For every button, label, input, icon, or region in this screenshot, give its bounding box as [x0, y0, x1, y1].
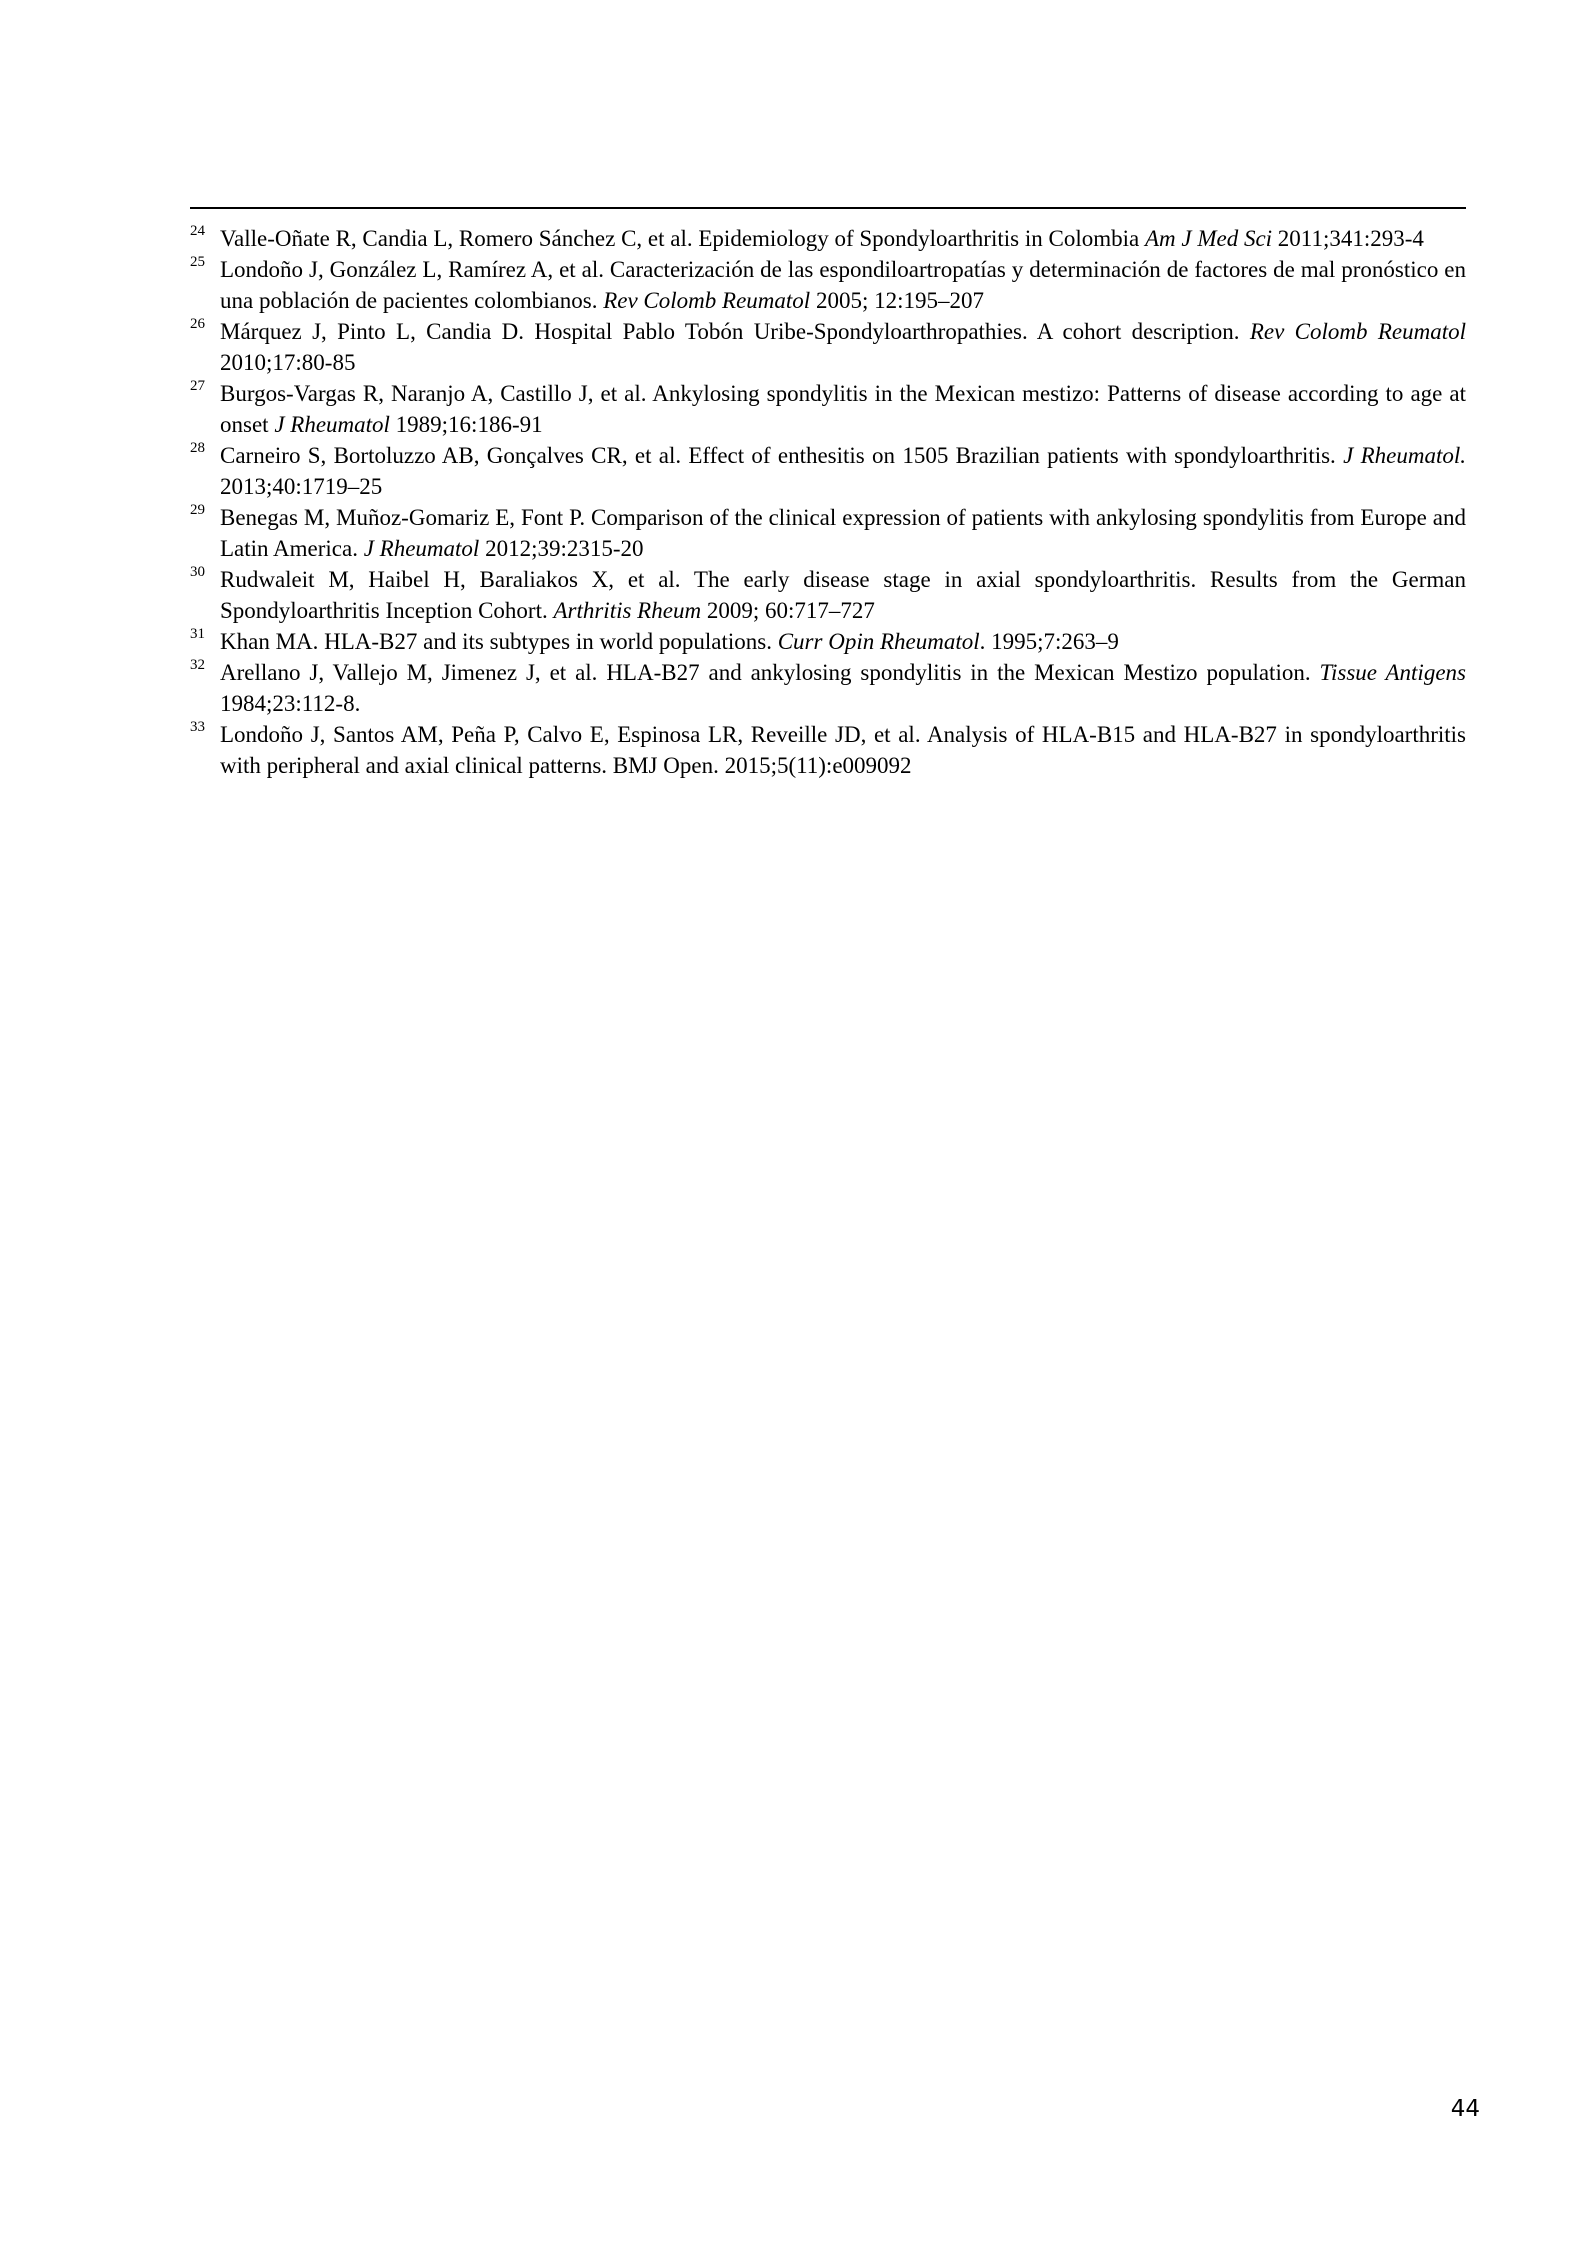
footnote-number: 30: [190, 564, 205, 580]
footnote-list: [190, 223, 1466, 781]
footnote-text: Márquez J, Pinto L, Candia D. Hospital Pablo Tobón Uribe-Spondyloarthropathies. A cohort description.: [220, 319, 1250, 344]
footnote-text: 1989;16:186-91: [389, 412, 543, 437]
footnote-text: Benegas M, Muñoz-Gomariz E, Font P. Comparison of the clinical expression of patients with ankylosing spondylitis from Europe and Latin America.: [220, 505, 1466, 561]
page-number: 44: [1450, 2096, 1480, 2122]
footnote-text: Burgos-Vargas R, Naranjo A, Castillo J, et al. Ankylosing spondylitis in the Mexican mestizo: Patterns of disease according to age at onset: [220, 381, 1466, 437]
footnote-27: [190, 378, 1466, 440]
footnote-33: [190, 719, 1466, 781]
footnote-text: 2013;40:1719–25: [220, 474, 383, 499]
footnote-text: Londoño J, Santos AM, Peña P, Calvo E, Espinosa LR, Reveille JD, et al. Analysis of HLA-B15 and HLA-B27 in spondyloarthritis with peripheral and axial clinical patterns. BMJ Open. 2015;5(11):e009092: [220, 722, 1466, 778]
footnote-separator: [190, 207, 1466, 209]
footnote-number: 32: [190, 657, 205, 673]
footnote-24: [190, 223, 1466, 254]
footnote-text: 1984;23:112-8.: [220, 691, 361, 716]
footnote-journal: J Rheumatol: [274, 412, 390, 437]
footnote-journal: J Rheumatol: [363, 536, 480, 561]
footnote-journal: Rev Colomb Reumatol: [1249, 319, 1466, 344]
footnote-text: Carneiro S, Bortoluzzo AB, Gonçalves CR, et al. Effect of enthesitis on 1505 Brazilian patients with spondyloarthritis.: [220, 443, 1344, 468]
footnote-journal: Tissue Antigens: [1319, 660, 1466, 685]
footnote-number: 26: [190, 316, 205, 332]
footnote-journal: Arthritis Rheum: [553, 598, 702, 623]
footnote-text: Rudwaleit M, Haibel H, Baraliakos X, et al. The early disease stage in axial spondyloarthritis. Results from the German Spondyloarthritis Inception Cohort.: [220, 567, 1466, 623]
footnote-text: Khan MA. HLA-B27 and its subtypes in world populations.: [220, 629, 778, 654]
footnote-text: 2005; 12:195–207: [810, 288, 984, 313]
footnote-number: 27: [190, 378, 205, 394]
footnote-26: [190, 316, 1466, 378]
footnote-journal: Curr Opin Rheumatol: [777, 629, 980, 654]
footnote-text: 2009; 60:717–727: [701, 598, 875, 623]
footnote-text: 2011;341:293-4: [1272, 226, 1424, 251]
footnote-text: Valle-Oñate R, Candia L, Romero Sánchez C, et al. Epidemiology of Spondyloarthritis in Colombia: [220, 226, 1145, 251]
footnote-text: . 1995;7:263–9: [979, 629, 1119, 654]
footnote-number: 33: [190, 719, 205, 735]
footnote-number: 29: [190, 502, 205, 518]
footnote-number: 28: [190, 440, 205, 456]
footnote-number: 31: [190, 626, 205, 642]
footnote-32: [190, 657, 1466, 719]
footnote-journal: Am J Med Sci: [1144, 226, 1273, 251]
footnote-text: Londoño J, González L, Ramírez A, et al. Caracterización de las espondiloartropatías y determinación de factores de mal pronóstico en una población de pacientes colombianos.: [220, 257, 1466, 313]
footnote-28: [190, 440, 1466, 502]
footnote-text: 2012;39:2315-20: [479, 536, 644, 561]
footnote-number: 24: [190, 223, 205, 239]
footnote-journal: J Rheumatol.: [1343, 443, 1467, 468]
footnote-number: 25: [190, 254, 205, 270]
footnote-text: Arellano J, Vallejo M, Jimenez J, et al. HLA-B27 and ankylosing spondylitis in the Mexican Mestizo population.: [220, 660, 1320, 685]
footnote-journal: Rev Colomb Reumatol: [603, 288, 811, 313]
footnote-30: [190, 564, 1466, 626]
footnote-25: [190, 254, 1466, 316]
footnote-text: 2010;17:80-85: [220, 350, 356, 375]
footnote-31: [190, 626, 1466, 657]
footnote-29: [190, 502, 1466, 564]
